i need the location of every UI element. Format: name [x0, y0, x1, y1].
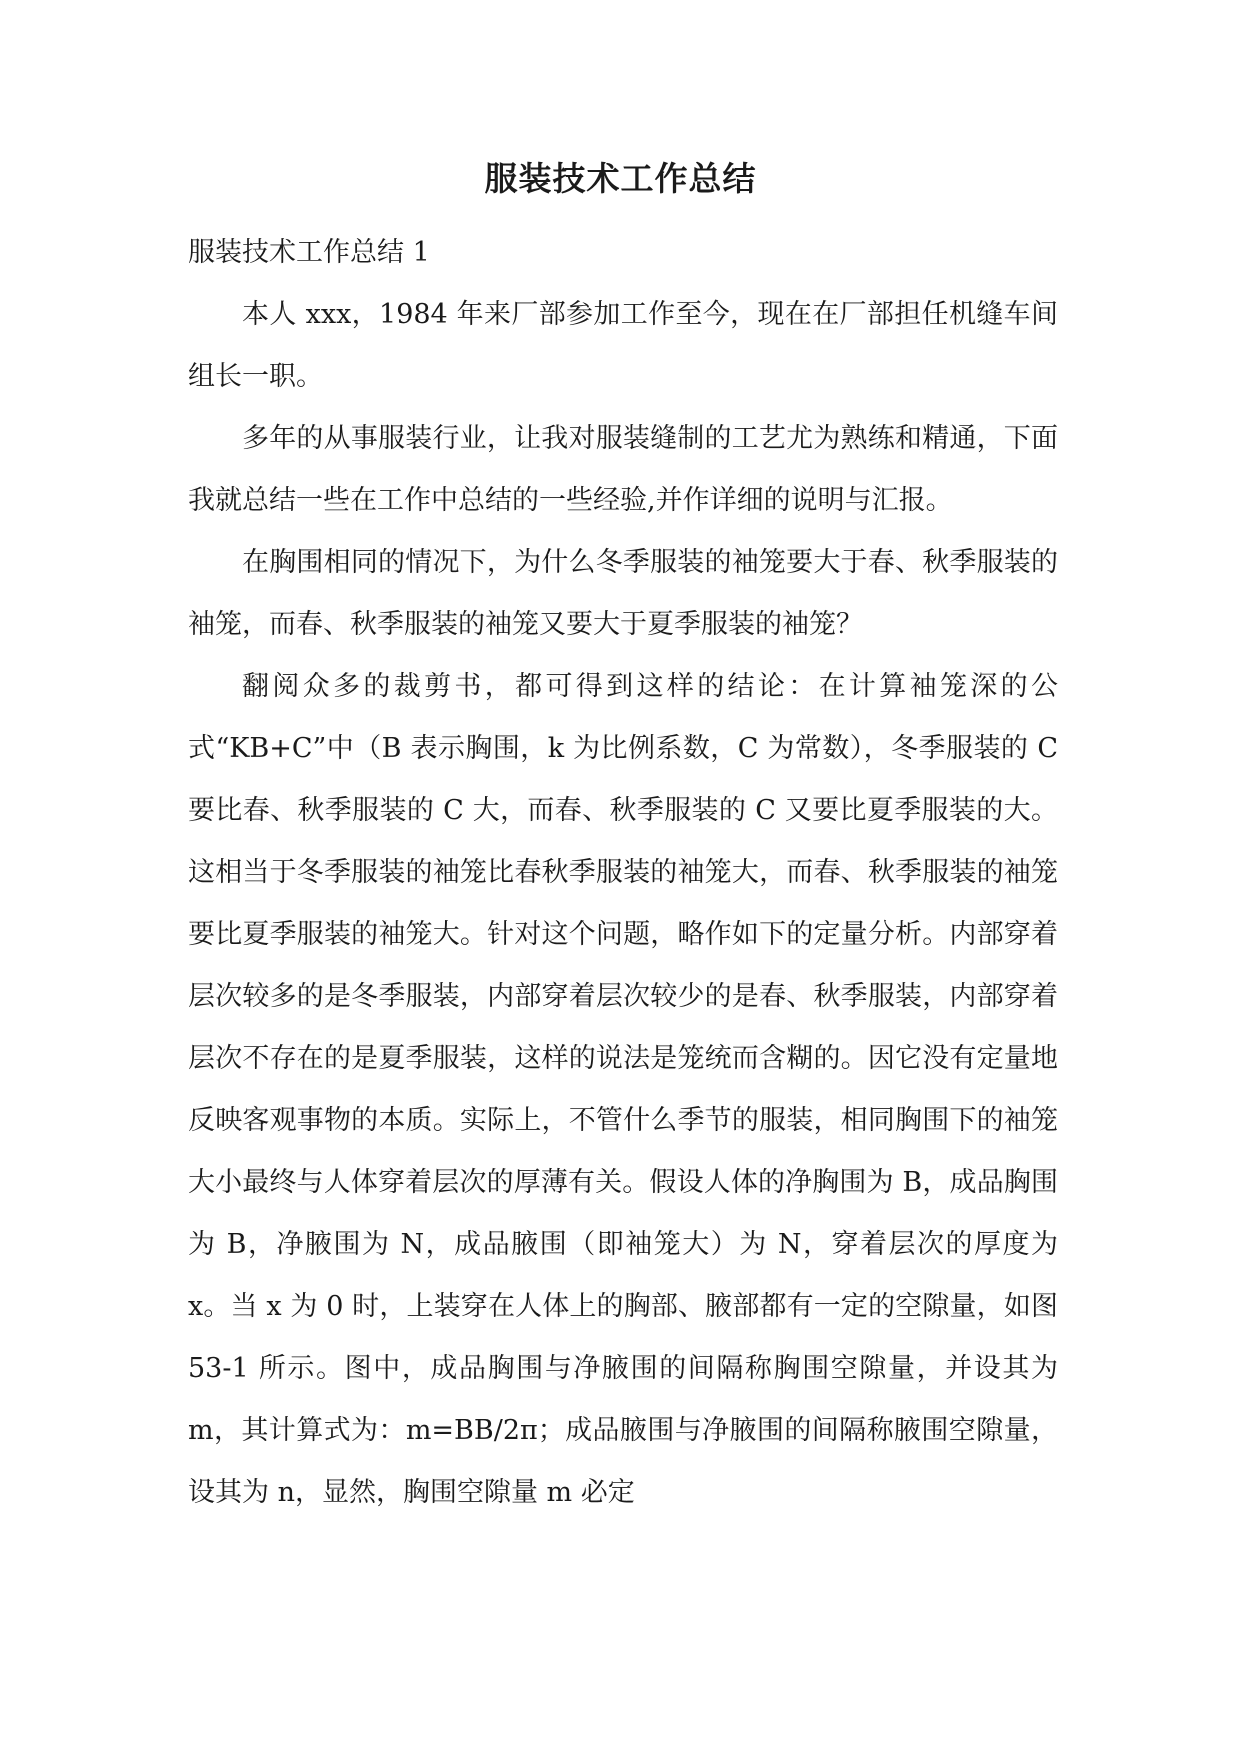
- section-heading: 服装技术工作总结 1: [188, 237, 430, 268]
- document-body: [188, 222, 1058, 1524]
- paragraph-question: 在胸围相同的情况下，为什么冬季服装的袖笼要大于春、秋季服装的袖笼，而春、秋季服装的袖笼又要大于夏季服装的袖笼？: [188, 547, 1058, 640]
- paragraph-analysis: 翻阅众多的裁剪书，都可得到这样的结论：在计算袖笼深的公式“KB+C”中（B 表示胸围，k 为比例系数，C 为常数），冬季服装的 C 要比春、秋季服装的 C 大，而春、秋季服装的 C 又要比夏季服装的大。这相当于冬季服装的袖笼比春秋季服装的袖笼大，而春、秋季服装的袖笼要比夏季服装的袖笼大。针对这个问题，略作如下的定量分析。内部穿着层次较多的是冬季服装，内部穿着层次较少的是春、秋季服装，内部穿着层次不存在的是夏季服装，这样的说法是笼统而含糊的。因它没有定量地反映客观事物的本质。实际上，不管什么季节的服装，相同胸围下的袖笼大小最终与人体穿着层次的厚薄有关。假设人体的净胸围为 B，成品胸围为 B，净腋围为 N，成品腋围（即袖笼大）为 N，穿着层次的厚度为 x。当 x 为 0 时，上装穿在人体上的胸部、腋部都有一定的空隙量，如图 53-1 所示。图中，成品胸围与净腋围的间隔称胸围空隙量，并设其为 m，其计算式为：m=BB/2π；成品腋围与净腋围的间隔称腋围空隙量，设其为 n，显然，胸围空隙量 m 必定: [188, 671, 1058, 1508]
- paragraph-experience: 多年的从事服装行业，让我对服装缝制的工艺尤为熟练和精通，下面我就总结一些在工作中总结的一些经验,并作详细的说明与汇报。: [188, 423, 1058, 516]
- paragraph-intro: 本人 xxx，1984 年来厂部参加工作至今，现在在厂部担任机缝车间组长一职。: [188, 299, 1058, 392]
- document-title: 服装技术工作总结: [484, 159, 757, 198]
